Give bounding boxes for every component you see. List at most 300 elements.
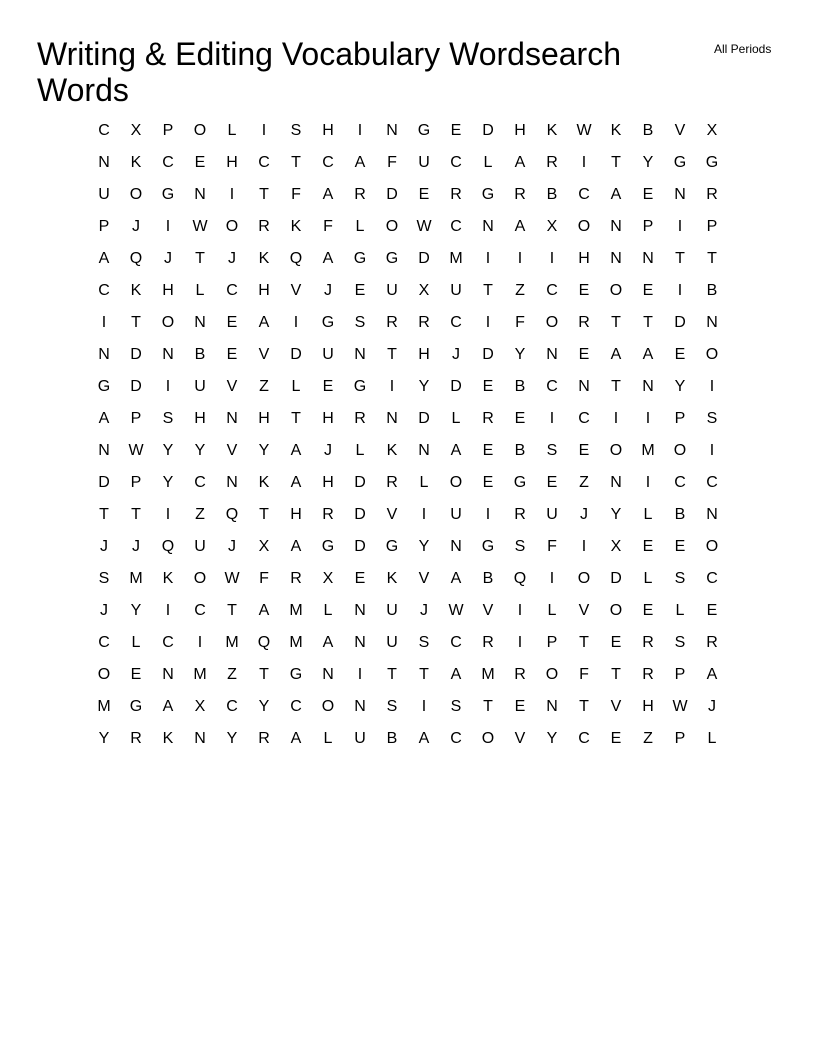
grid-letter: L	[419, 474, 429, 491]
grid-letter: U	[194, 378, 206, 395]
grid-letter: W	[448, 602, 464, 619]
grid-letter: A	[258, 602, 270, 619]
grid-letter: W	[672, 698, 688, 715]
grid-letter: T	[131, 314, 141, 331]
grid-letter: Y	[162, 442, 174, 459]
grid-letter: N	[674, 186, 686, 203]
grid-letter: I	[645, 410, 651, 427]
grid-letter: M	[289, 634, 303, 651]
grid-letter: D	[130, 346, 142, 363]
grid-letter: V	[418, 570, 430, 587]
grid-letter: L	[291, 378, 301, 395]
grid-letter: J	[100, 602, 108, 619]
grid-letter: S	[546, 442, 558, 459]
grid-letter: W	[416, 218, 432, 235]
grid-letter: Z	[579, 474, 589, 491]
grid-letter: L	[195, 282, 205, 299]
grid-letter: J	[132, 538, 140, 555]
grid-letter: T	[227, 602, 237, 619]
grid-letter: L	[227, 122, 237, 139]
grid-letter: A	[290, 442, 302, 459]
grid-letter: A	[322, 634, 334, 651]
grid-letter: E	[354, 282, 366, 299]
grid-letter: T	[195, 250, 205, 267]
grid-letter: W	[128, 442, 144, 459]
grid-letter: A	[610, 186, 622, 203]
grid-letter: L	[323, 602, 333, 619]
grid-letter: I	[677, 218, 683, 235]
grid-letter: D	[482, 122, 494, 139]
grid-letter: K	[258, 474, 270, 491]
grid-letter: C	[194, 602, 206, 619]
grid-letter: K	[130, 154, 142, 171]
grid-letter: M	[193, 666, 207, 683]
grid-letter: Q	[161, 538, 175, 555]
grid-letter: N	[546, 698, 558, 715]
grid-letter: R	[354, 186, 366, 203]
grid-letter: T	[259, 186, 269, 203]
grid-letter: X	[258, 538, 270, 555]
grid-letter: C	[450, 218, 462, 235]
grid-letter: S	[98, 570, 110, 587]
grid-letter: D	[290, 346, 302, 363]
grid-letter: A	[706, 666, 718, 683]
grid-letter: R	[578, 314, 590, 331]
grid-letter: R	[322, 506, 334, 523]
grid-letter: N	[610, 218, 622, 235]
grid-letter: C	[194, 474, 206, 491]
grid-letter: B	[386, 730, 398, 747]
grid-letter: D	[482, 346, 494, 363]
grid-letter: O	[609, 602, 623, 619]
grid-letter: V	[610, 698, 622, 715]
grid-letter: Z	[195, 506, 205, 523]
grid-letter: I	[229, 186, 235, 203]
grid-letter: C	[98, 634, 110, 651]
grid-letter: L	[355, 442, 365, 459]
grid-letter: W	[192, 218, 208, 235]
grid-letter: X	[610, 538, 622, 555]
grid-letter: R	[418, 314, 430, 331]
grid-letter: C	[450, 154, 462, 171]
grid-letter: A	[290, 474, 302, 491]
grid-letter: F	[259, 570, 269, 587]
grid-letter: M	[481, 666, 495, 683]
grid-letter: I	[517, 602, 523, 619]
grid-letter: A	[418, 730, 430, 747]
grid-letter: A	[290, 730, 302, 747]
grid-letter: H	[322, 122, 334, 139]
grid-letter: R	[258, 218, 270, 235]
grid-letter: N	[354, 698, 366, 715]
grid-letter: H	[162, 282, 174, 299]
grid-letter: P	[162, 122, 174, 139]
grid-letter: K	[162, 570, 174, 587]
grid-letter: I	[709, 442, 715, 459]
grid-letter: I	[165, 378, 171, 395]
grid-letter: U	[450, 506, 462, 523]
grid-letter: L	[131, 634, 141, 651]
grid-letter: T	[419, 666, 429, 683]
grid-letter: Z	[227, 666, 237, 683]
grid-letter: H	[290, 506, 302, 523]
grid-letter: A	[514, 218, 526, 235]
grid-letter: E	[450, 122, 462, 139]
grid-letter: L	[675, 602, 685, 619]
grid-letter: I	[165, 218, 171, 235]
grid-letter: Y	[162, 474, 174, 491]
grid-letter: S	[162, 410, 174, 427]
grid-letter: F	[579, 666, 589, 683]
grid-letter: I	[293, 314, 299, 331]
grid-letter: Y	[194, 442, 206, 459]
grid-letter: E	[578, 442, 590, 459]
grid-letter: C	[450, 314, 462, 331]
grid-letter: A	[322, 186, 334, 203]
grid-letter: C	[450, 730, 462, 747]
grid-letter: E	[546, 474, 558, 491]
grid-letter: I	[421, 506, 427, 523]
grid-letter: T	[707, 250, 717, 267]
grid-letter: U	[98, 186, 110, 203]
grid-letter: C	[578, 410, 590, 427]
grid-letter: O	[545, 314, 559, 331]
grid-letter: K	[610, 122, 622, 139]
grid-letter: O	[225, 218, 239, 235]
grid-letter: U	[386, 282, 398, 299]
grid-letter: P	[130, 474, 142, 491]
grid-letter: N	[98, 346, 110, 363]
grid-letter: Y	[546, 730, 558, 747]
grid-letter: C	[226, 698, 238, 715]
grid-letter: M	[641, 442, 655, 459]
grid-letter: J	[228, 250, 236, 267]
grid-letter: R	[290, 570, 302, 587]
grid-letter: E	[674, 538, 686, 555]
grid-letter: H	[514, 122, 526, 139]
grid-letter: G	[353, 250, 367, 267]
grid-letter: E	[578, 282, 590, 299]
grid-letter: T	[131, 506, 141, 523]
grid-letter: N	[482, 218, 494, 235]
grid-letter: J	[708, 698, 716, 715]
grid-letter: X	[194, 698, 206, 715]
grid-letter: N	[354, 602, 366, 619]
grid-letter: O	[609, 442, 623, 459]
grid-letter: C	[162, 154, 174, 171]
grid-letter: C	[322, 154, 334, 171]
grid-letter: Y	[418, 378, 430, 395]
grid-letter: N	[578, 378, 590, 395]
grid-letter: I	[549, 250, 555, 267]
grid-letter: I	[485, 506, 491, 523]
grid-letter: I	[357, 666, 363, 683]
grid-letter: L	[707, 730, 717, 747]
grid-letter: N	[642, 250, 654, 267]
grid-letter: E	[130, 666, 142, 683]
grid-letter: M	[449, 250, 463, 267]
grid-letter: N	[194, 730, 206, 747]
grid-letter: B	[514, 378, 526, 395]
grid-letter: N	[226, 410, 238, 427]
grid-letter: O	[129, 186, 143, 203]
grid-letter: E	[674, 346, 686, 363]
grid-letter: G	[353, 378, 367, 395]
grid-letter: A	[450, 666, 462, 683]
grid-letter: S	[674, 634, 686, 651]
grid-letter: X	[130, 122, 142, 139]
grid-letter: U	[386, 602, 398, 619]
grid-letter: C	[546, 378, 558, 395]
grid-letter: Y	[610, 506, 622, 523]
grid-letter: L	[643, 570, 653, 587]
grid-letter: I	[549, 570, 555, 587]
grid-letter: G	[481, 186, 495, 203]
grid-letter: Q	[129, 250, 143, 267]
grid-letter: G	[321, 314, 335, 331]
grid-letter: V	[514, 730, 526, 747]
grid-letter: H	[258, 410, 270, 427]
grid-letter: E	[642, 538, 654, 555]
grid-letter: T	[611, 314, 621, 331]
grid-letter: D	[386, 186, 398, 203]
grid-letter: P	[674, 410, 686, 427]
grid-letter: A	[98, 250, 110, 267]
grid-letter: E	[642, 282, 654, 299]
grid-letter: A	[162, 698, 174, 715]
grid-letter: O	[705, 538, 719, 555]
grid-letter: E	[706, 602, 718, 619]
grid-letter: E	[642, 186, 654, 203]
grid-letter: N	[98, 154, 110, 171]
grid-letter: G	[481, 538, 495, 555]
grid-letter: I	[485, 250, 491, 267]
grid-letter: Y	[258, 442, 270, 459]
grid-letter: H	[258, 282, 270, 299]
grid-letter: X	[706, 122, 718, 139]
grid-letter: S	[354, 314, 366, 331]
grid-letter: F	[291, 186, 301, 203]
grid-letter: D	[610, 570, 622, 587]
grid-letter: S	[706, 410, 718, 427]
grid-letter: P	[674, 666, 686, 683]
grid-letter: G	[673, 154, 687, 171]
grid-letter: U	[546, 506, 558, 523]
grid-letter: T	[259, 666, 269, 683]
grid-letter: K	[290, 218, 302, 235]
grid-letter: K	[546, 122, 558, 139]
grid-letter: I	[581, 538, 587, 555]
grid-letter: N	[610, 250, 622, 267]
grid-letter: Y	[130, 602, 142, 619]
grid-letter: C	[578, 730, 590, 747]
grid-letter: R	[514, 666, 526, 683]
grid-letter: E	[226, 314, 238, 331]
grid-letter: L	[547, 602, 557, 619]
grid-letter: L	[643, 506, 653, 523]
grid-letter: A	[450, 442, 462, 459]
grid-letter: Q	[289, 250, 303, 267]
grid-letter: N	[386, 410, 398, 427]
grid-letter: N	[706, 314, 718, 331]
grid-letter: R	[642, 634, 654, 651]
grid-letter: K	[130, 282, 142, 299]
grid-letter: C	[706, 570, 718, 587]
grid-letter: Y	[226, 730, 238, 747]
grid-letter: G	[385, 250, 399, 267]
grid-letter: O	[321, 698, 335, 715]
grid-letter: Z	[259, 378, 269, 395]
grid-letter: X	[546, 218, 558, 235]
grid-letter: C	[162, 634, 174, 651]
grid-letter: D	[450, 378, 462, 395]
grid-letter: P	[674, 730, 686, 747]
grid-letter: I	[261, 122, 267, 139]
page-title: Writing & Editing Vocabulary Wordsearch Words	[37, 36, 621, 108]
grid-letter: O	[161, 314, 175, 331]
grid-letter: X	[322, 570, 334, 587]
grid-letter: N	[162, 666, 174, 683]
grid-letter: Q	[225, 506, 239, 523]
grid-letter: H	[418, 346, 430, 363]
grid-letter: E	[194, 154, 206, 171]
grid-letter: T	[483, 698, 493, 715]
grid-letter: R	[354, 410, 366, 427]
grid-letter: S	[450, 698, 462, 715]
grid-letter: U	[418, 154, 430, 171]
grid-letter: J	[324, 442, 332, 459]
grid-letter: B	[194, 346, 206, 363]
grid-letter: T	[387, 346, 397, 363]
grid-letter: P	[706, 218, 718, 235]
grid-letter: I	[549, 410, 555, 427]
grid-letter: V	[578, 602, 590, 619]
grid-letter: F	[323, 218, 333, 235]
grid-letter: R	[706, 634, 718, 651]
grid-letter: G	[97, 378, 111, 395]
grid-letter: N	[226, 474, 238, 491]
grid-letter: H	[642, 698, 654, 715]
grid-letter: R	[130, 730, 142, 747]
grid-letter: I	[517, 250, 523, 267]
grid-letter: T	[611, 666, 621, 683]
grid-letter: I	[581, 154, 587, 171]
grid-letter: N	[354, 634, 366, 651]
grid-letter: I	[389, 378, 395, 395]
grid-letter: Y	[98, 730, 110, 747]
grid-letter: E	[482, 474, 494, 491]
grid-letter: B	[546, 186, 558, 203]
grid-letter: N	[546, 346, 558, 363]
grid-letter: T	[675, 250, 685, 267]
grid-letter: G	[289, 666, 303, 683]
grid-letter: G	[129, 698, 143, 715]
grid-letter: N	[450, 538, 462, 555]
grid-letter: K	[258, 250, 270, 267]
grid-letter: U	[322, 346, 334, 363]
grid-letter: N	[418, 442, 430, 459]
grid-letter: R	[514, 506, 526, 523]
grid-letter: C	[546, 282, 558, 299]
grid-letter: O	[609, 282, 623, 299]
grid-letter: V	[258, 346, 270, 363]
grid-letter: C	[98, 122, 110, 139]
grid-letter: H	[322, 410, 334, 427]
grid-letter: B	[482, 570, 494, 587]
grid-letter: E	[322, 378, 334, 395]
grid-letter: B	[706, 282, 718, 299]
grid-letter: B	[514, 442, 526, 459]
grid-letter: E	[514, 698, 526, 715]
period-label: All Periods	[714, 42, 772, 56]
grid-letter: U	[450, 282, 462, 299]
grid-letter: V	[226, 378, 238, 395]
grid-letter: O	[449, 474, 463, 491]
grid-letter: A	[98, 410, 110, 427]
grid-letter: T	[643, 314, 653, 331]
grid-letter: S	[514, 538, 526, 555]
grid-letter: G	[385, 538, 399, 555]
grid-letter: S	[290, 122, 302, 139]
grid-letter: S	[674, 570, 686, 587]
grid-letter: J	[420, 602, 428, 619]
grid-letter: N	[162, 346, 174, 363]
grid-letter: I	[165, 506, 171, 523]
grid-letter: R	[706, 186, 718, 203]
grid-letter: I	[357, 122, 363, 139]
grid-letter: A	[258, 314, 270, 331]
grid-letter: H	[578, 250, 590, 267]
grid-letter: Q	[257, 634, 271, 651]
grid-letter: O	[545, 666, 559, 683]
grid-letter: A	[322, 250, 334, 267]
grid-letter: C	[226, 282, 238, 299]
grid-letter: M	[97, 698, 111, 715]
grid-letter: I	[197, 634, 203, 651]
grid-letter: G	[513, 474, 527, 491]
grid-letter: R	[546, 154, 558, 171]
grid-letter: R	[450, 186, 462, 203]
grid-letter: X	[418, 282, 430, 299]
grid-letter: E	[610, 634, 622, 651]
grid-letter: U	[354, 730, 366, 747]
grid-letter: L	[323, 730, 333, 747]
grid-letter: P	[642, 218, 654, 235]
grid-letter: K	[386, 570, 398, 587]
grid-letter: N	[98, 442, 110, 459]
grid-letter: T	[291, 410, 301, 427]
grid-letter: P	[98, 218, 110, 235]
grid-letter: S	[386, 698, 398, 715]
grid-letter: Y	[418, 538, 430, 555]
grid-letter: T	[291, 154, 301, 171]
grid-letter: D	[354, 506, 366, 523]
grid-letter: G	[705, 154, 719, 171]
grid-letter: T	[611, 154, 621, 171]
grid-letter: R	[482, 634, 494, 651]
grid-letter: J	[228, 538, 236, 555]
grid-letter: M	[129, 570, 143, 587]
grid-letter: R	[386, 474, 398, 491]
grid-letter: M	[289, 602, 303, 619]
grid-letter: E	[642, 602, 654, 619]
grid-letter: J	[580, 506, 588, 523]
grid-letter: C	[578, 186, 590, 203]
grid-letter: D	[354, 538, 366, 555]
grid-letter: F	[515, 314, 525, 331]
grid-letter: U	[194, 538, 206, 555]
grid-letter: A	[354, 154, 366, 171]
